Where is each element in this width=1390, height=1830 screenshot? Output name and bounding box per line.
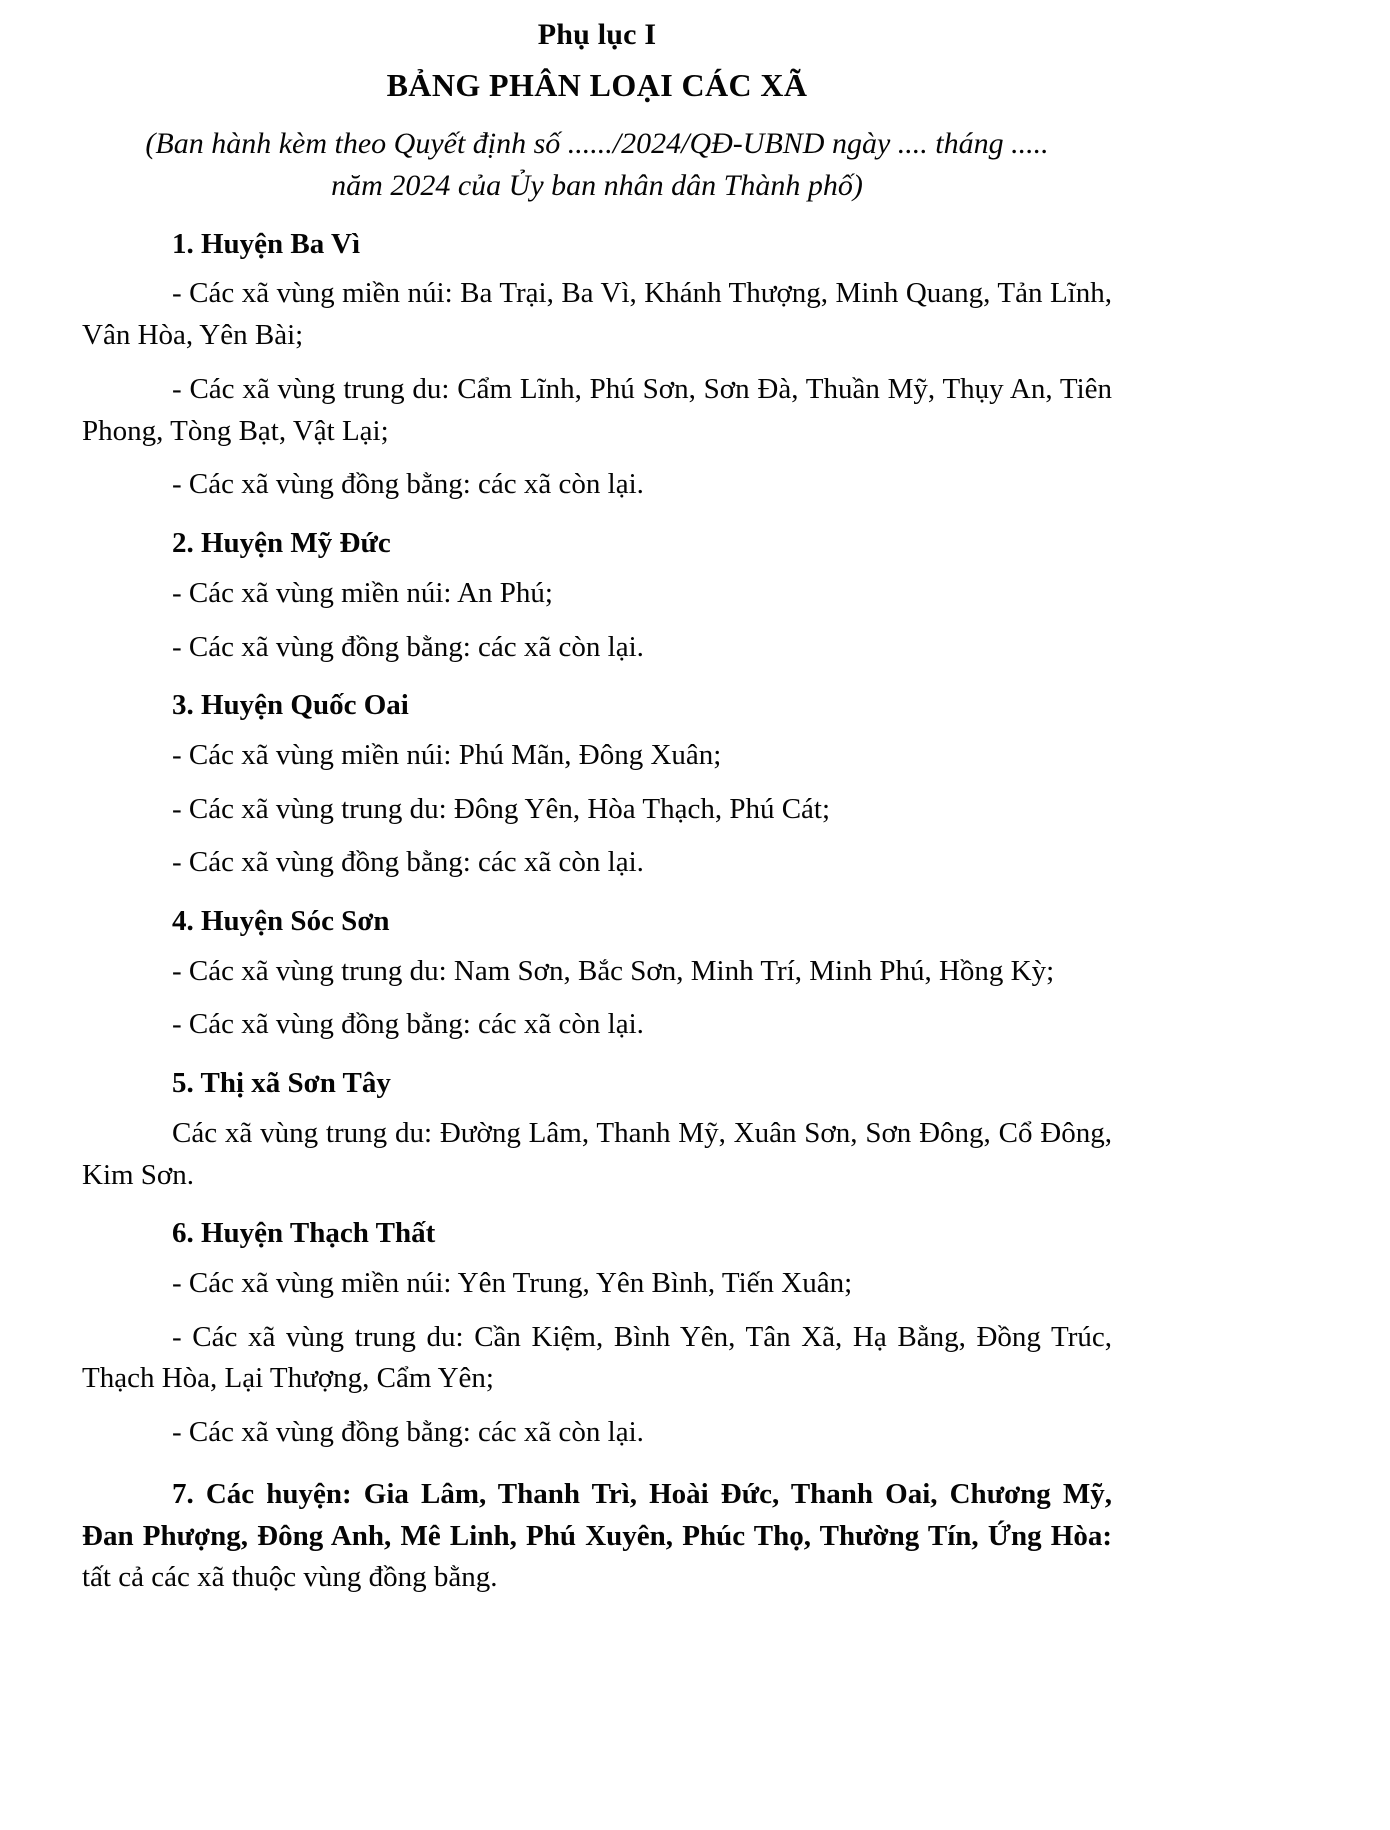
- section-item: Các xã vùng trung du: Đường Lâm, Thanh Mỹ, Xuân Sơn, Sơn Đông, Cổ Đông, Kim Sơn.: [82, 1116, 1112, 1191]
- section-5: [82, 1063, 1112, 1196]
- section-7-bold-lead: 7. Các huyện: Gia Lâm, Thanh Trì, Hoài Đức, Thanh Oai, Chương Mỹ, Đan Phượng, Đông Anh, Mê Linh, Phú Xuyên, Phúc Thọ, Thường Tín, Ứng Hòa:: [82, 1477, 1112, 1552]
- section-item: - Các xã vùng trung du: Cẩm Lĩnh, Phú Sơn, Sơn Đà, Thuần Mỹ, Thụy An, Tiên Phong, Tòng Bạt, Vật Lại;: [82, 372, 1112, 447]
- section-heading: 3. Huyện Quốc Oai: [172, 689, 409, 722]
- section-3: [82, 685, 1112, 884]
- document-body: [82, 14, 1112, 1611]
- section-item: - Các xã vùng đồng bằng: các xã còn lại.: [172, 1008, 644, 1041]
- section-item: - Các xã vùng đồng bằng: các xã còn lại.: [172, 1416, 644, 1449]
- section-4: [82, 901, 1112, 1046]
- section-7-paragraph: [82, 1474, 1112, 1599]
- section-1: [82, 224, 1112, 506]
- section-heading: 2. Huyện Mỹ Đức: [172, 527, 391, 560]
- section-7-tail: tất cả các xã thuộc vùng đồng bằng.: [82, 1561, 498, 1594]
- section-6: [82, 1213, 1112, 1454]
- section-item: - Các xã vùng trung du: Cần Kiệm, Bình Yên, Tân Xã, Hạ Bằng, Đồng Trúc, Thạch Hòa, Lại Thượng, Cẩm Yên;: [82, 1320, 1112, 1395]
- section-heading: 4. Huyện Sóc Sơn: [172, 905, 390, 938]
- issued-note: [82, 123, 1112, 207]
- section-2: [82, 523, 1112, 668]
- title-block: [82, 14, 1112, 207]
- section-heading: 5. Thị xã Sơn Tây: [172, 1067, 391, 1100]
- issued-note-line-1: (Ban hành kèm theo Quyết định số ....../2024/QĐ-UBND ngày .... tháng .....: [145, 126, 1049, 160]
- section-7: [82, 1474, 1112, 1599]
- section-item: - Các xã vùng miền núi: Ba Trại, Ba Vì, Khánh Thượng, Minh Quang, Tản Lĩnh, Vân Hòa, Yên Bài;: [82, 277, 1112, 352]
- section-item: - Các xã vùng trung du: Đông Yên, Hòa Thạch, Phú Cát;: [172, 792, 831, 825]
- sections-container: [82, 224, 1112, 1454]
- issued-note-line-2: năm 2024 của Ủy ban nhân dân Thành phố): [331, 168, 863, 202]
- section-item: - Các xã vùng đồng bằng: các xã còn lại.: [172, 468, 644, 501]
- section-heading: 1. Huyện Ba Vì: [172, 227, 361, 260]
- section-item: - Các xã vùng miền núi: An Phú;: [172, 576, 553, 609]
- section-item: - Các xã vùng miền núi: Phú Mãn, Đông Xuân;: [172, 738, 722, 771]
- section-item: - Các xã vùng miền núi: Yên Trung, Yên Bình, Tiến Xuân;: [172, 1266, 853, 1299]
- section-item: - Các xã vùng trung du: Nam Sơn, Bắc Sơn, Minh Trí, Minh Phú, Hồng Kỳ;: [172, 954, 1055, 987]
- section-item: - Các xã vùng đồng bằng: các xã còn lại.: [172, 630, 644, 663]
- section-item: - Các xã vùng đồng bằng: các xã còn lại.: [172, 846, 644, 879]
- appendix-label: Phụ lục I: [537, 18, 657, 51]
- page-title: BẢNG PHÂN LOẠI CÁC XÃ: [386, 67, 808, 104]
- section-heading: 6. Huyện Thạch Thất: [172, 1217, 436, 1250]
